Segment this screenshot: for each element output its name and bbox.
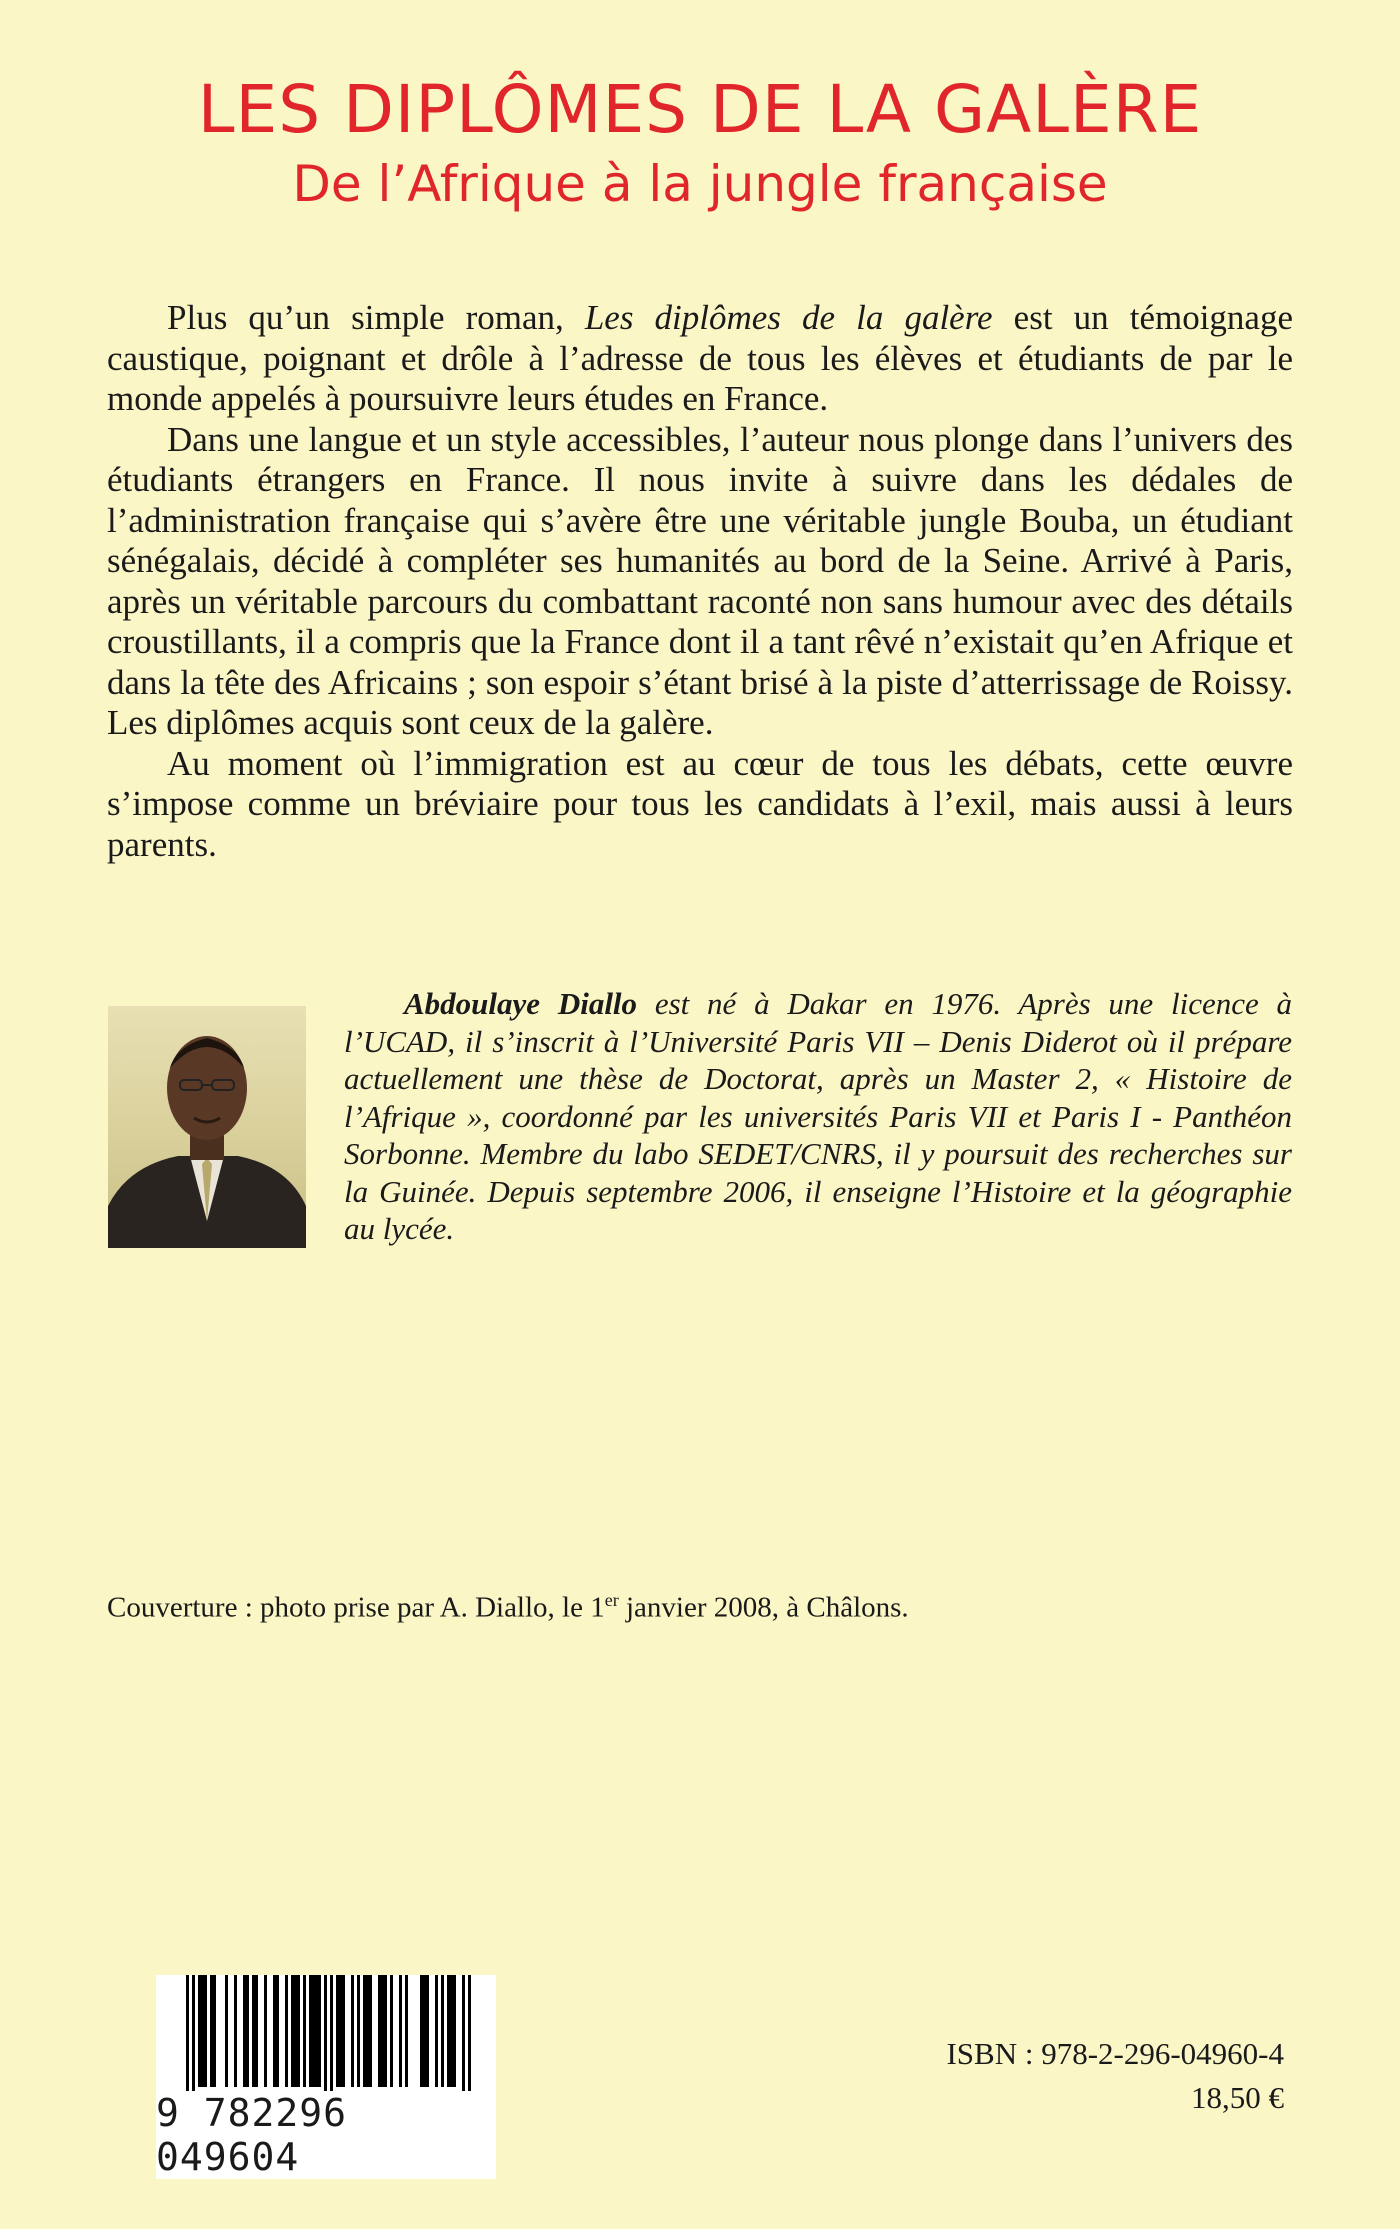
barcode-bar bbox=[291, 1975, 294, 2087]
summary-p1-end: est un témoignage caustique, poignant et drôle à l’adresse de tous les élèves et étudiants de par le monde appelés à poursuivre leurs études en France. bbox=[107, 298, 1294, 418]
barcode-bar bbox=[285, 1975, 288, 2087]
author-bio bbox=[344, 985, 1292, 1248]
summary bbox=[107, 298, 1293, 865]
barcode-bar bbox=[330, 1975, 333, 2095]
barcode-bar bbox=[351, 1975, 354, 2087]
barcode-bar bbox=[192, 1975, 195, 2095]
barcode-bar bbox=[255, 1975, 258, 2087]
barcode-bar bbox=[315, 1975, 318, 2087]
barcode-bar bbox=[435, 1975, 438, 2087]
barcode-bar bbox=[198, 1975, 201, 2087]
barcode-bar bbox=[252, 1975, 255, 2087]
summary-p1-start: Plus qu’un simple roman, bbox=[167, 298, 585, 337]
barcode-bar bbox=[309, 1975, 312, 2087]
author-portrait-illustration bbox=[108, 1006, 306, 1248]
barcode-bar bbox=[312, 1975, 315, 2087]
barcode-bar bbox=[462, 1975, 465, 2095]
author-photo bbox=[108, 1006, 306, 1248]
barcode-bar bbox=[210, 1975, 213, 2087]
barcode-bar bbox=[390, 1975, 393, 2087]
barcode-bar bbox=[384, 1975, 387, 2087]
credit-text-end: janvier 2008, à Châlons. bbox=[618, 1591, 909, 1624]
book-subtitle: De l’Afrique à la jungle française bbox=[292, 155, 1108, 213]
barcode-bar bbox=[273, 1975, 276, 2087]
barcode-bar bbox=[381, 1975, 384, 2087]
author-bio-text: est né à Dakar en 1976. Après une licence à l’UCAD, il s’inscrit à l’Université Paris VII – Denis Diderot où il prépare actuellement une thèse de Doctorat, après un Master 2, « Histoire de l’Afrique », coordonné par les universités Paris VII et Paris I - Panthéon Sorbonne. Membre du labo SEDET/CNRS, il y poursuit des recherches sur la Guinée. Depuis septembre 2006, il enseigne l’Histoire et la géographie au lycée. bbox=[344, 986, 1293, 1246]
barcode-bar bbox=[420, 1975, 423, 2087]
barcode-bar bbox=[405, 1975, 408, 2087]
summary-paragraph-3: Au moment où l’immigration est au cœur de tous les débats, cette œuvre s’impose comme un bréviaire pour tous les candidats à l’exil, mais aussi à leurs parents. bbox=[107, 743, 1293, 864]
barcode-bar bbox=[342, 1975, 345, 2087]
barcode-bar bbox=[186, 1975, 189, 2095]
barcode-bar bbox=[264, 1975, 267, 2087]
barcode-bar bbox=[336, 1975, 339, 2087]
barcode-bar bbox=[243, 1975, 246, 2087]
barcode-bar bbox=[399, 1975, 402, 2087]
barcode-bar bbox=[357, 1975, 360, 2087]
cover-credit bbox=[107, 1582, 1207, 1626]
book-title-italic: Les diplômes de la galère bbox=[584, 298, 993, 337]
barcode-bar bbox=[234, 1975, 237, 2087]
barcode-bar bbox=[366, 1975, 369, 2087]
barcode-bar bbox=[246, 1975, 249, 2087]
barcode-bar bbox=[447, 1975, 450, 2087]
barcode-bar bbox=[450, 1975, 453, 2087]
price: 18,50 € bbox=[1191, 2080, 1284, 2115]
barcode-bar bbox=[213, 1975, 216, 2087]
barcode-bar bbox=[453, 1975, 456, 2087]
barcode-bar bbox=[303, 1975, 306, 2087]
credit-superscript: er bbox=[604, 1590, 619, 1610]
barcode-bar bbox=[363, 1975, 366, 2087]
isbn: ISBN : 978-2-296-04960-4 bbox=[946, 2036, 1284, 2071]
barcode-bar bbox=[294, 1975, 297, 2087]
barcode-digits: 9 782296 049604 bbox=[156, 2091, 496, 2179]
barcode-bar bbox=[378, 1975, 381, 2087]
barcode-bar bbox=[468, 1975, 471, 2095]
barcode-bar bbox=[201, 1975, 204, 2087]
title-block bbox=[0, 70, 1400, 216]
author-bio-paragraph bbox=[344, 985, 1292, 1248]
barcode-bar bbox=[324, 1975, 327, 2095]
barcode-bars bbox=[156, 1975, 496, 2095]
barcode-bar bbox=[423, 1975, 426, 2087]
barcode-bar bbox=[441, 1975, 444, 2087]
barcode-bar bbox=[297, 1975, 300, 2087]
barcode-bar bbox=[426, 1975, 429, 2087]
barcode-bar bbox=[204, 1975, 207, 2087]
book-title: LES DIPLÔMES DE LA GALÈRE bbox=[197, 71, 1203, 148]
credit-text-start: Couverture : photo prise par A. Diallo, le 1 bbox=[107, 1591, 605, 1624]
barcode-bar bbox=[276, 1975, 279, 2087]
barcode-bar bbox=[339, 1975, 342, 2087]
barcode-bar bbox=[225, 1975, 228, 2087]
barcode-bar bbox=[318, 1975, 321, 2087]
barcode-bar bbox=[369, 1975, 372, 2087]
summary-paragraph-1 bbox=[107, 298, 1293, 420]
author-name: Abdoulaye Diallo bbox=[404, 986, 638, 1021]
summary-paragraph-2: Dans une langue et un style accessibles, l’auteur nous plonge dans l’univers des étudiants étrangers en France. Il nous invite à suivre dans les dédales de l’administration française qui s’avère être une véritable jungle Bouba, un étudiant sénégalais, décidé à compléter ses humanités au bord de la Seine. Arrivé à Paris, après un véritable parcours du combattant raconté non sans humour avec des détails croustillants, il a compris que la France dont il a tant rêvé n’existait qu’en Afrique et dans la tête des Africains ; son espoir s’étant brisé à la piste d’atterrissage de Roissy. Les diplômes acquis sont ceux de la galère. bbox=[107, 419, 1293, 742]
